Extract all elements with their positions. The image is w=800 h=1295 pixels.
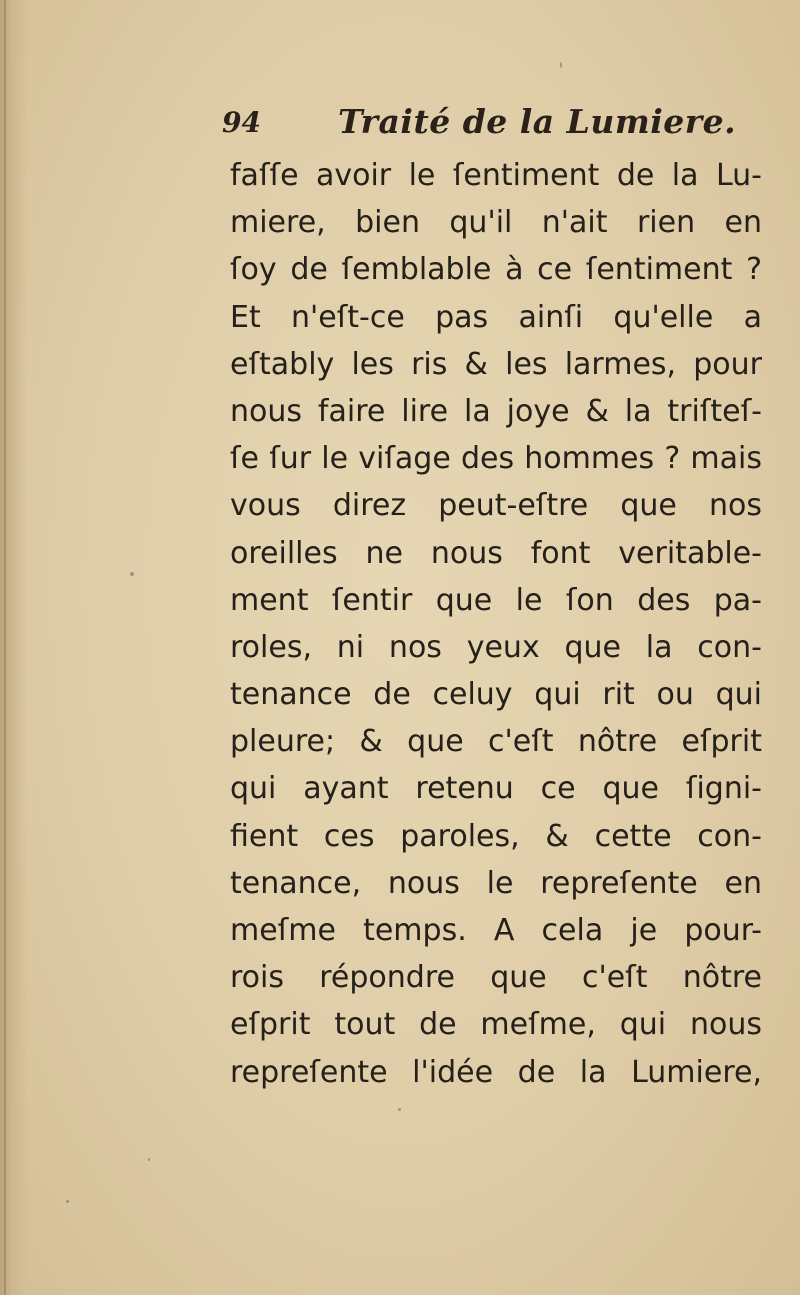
text-line: ſoy de ſemblable à ce ſentiment ? bbox=[230, 252, 762, 288]
text-line: eſprit tout de meſme, qui nous bbox=[230, 1007, 762, 1043]
text-line: tenance de celuy qui rit ou qui bbox=[230, 677, 762, 713]
running-title: Traité de la Lumiere. bbox=[338, 102, 737, 141]
text-line: ſe ſur le viſage des hommes ? mais bbox=[230, 441, 762, 477]
body-text bbox=[230, 152, 770, 1096]
text-line: tenance, nous le repreſente en bbox=[230, 865, 762, 901]
text-line: fient ces paroles, & cette con- bbox=[230, 818, 762, 854]
text-line: miere, bien qu'il n'ait rien en bbox=[230, 205, 762, 241]
text-line: nous faire lire la joye & la triſteſ- bbox=[230, 393, 762, 429]
text-line: repreſente l'idée de la Lumiere, bbox=[230, 1054, 762, 1090]
paper-speck bbox=[66, 1200, 69, 1203]
text-line: Et n'eſt-ce pas ainſi qu'elle a bbox=[230, 299, 762, 335]
paper-speck bbox=[560, 62, 562, 68]
text-line: meſme temps. A cela je pour- bbox=[230, 913, 762, 948]
text-line: oreilles ne nous font veritable- bbox=[230, 535, 762, 571]
text-line: rois répondre que c'eſt nôtre bbox=[230, 960, 762, 996]
text-line: faſſe avoir le ſentiment de la Lu- bbox=[230, 158, 762, 193]
text-line: pleure; & que c'eſt nôtre eſprit bbox=[230, 724, 762, 760]
text-line: roles, ni nos yeux que la con- bbox=[230, 629, 762, 665]
page-number: 94 bbox=[222, 106, 261, 139]
text-line: vous direz peut-eſtre que nos bbox=[230, 488, 762, 524]
text-line: ment ſentir que le ſon des pa- bbox=[230, 582, 762, 618]
paper-speck bbox=[148, 1158, 150, 1161]
page-header bbox=[222, 102, 737, 152]
paper-speck bbox=[130, 572, 134, 576]
paper-speck bbox=[398, 1108, 401, 1111]
text-line: qui ayant retenu ce que ſigni- bbox=[230, 771, 762, 807]
text-line: eſtably les ris & les larmes, pour bbox=[230, 346, 762, 382]
spine-edge bbox=[4, 0, 6, 1295]
